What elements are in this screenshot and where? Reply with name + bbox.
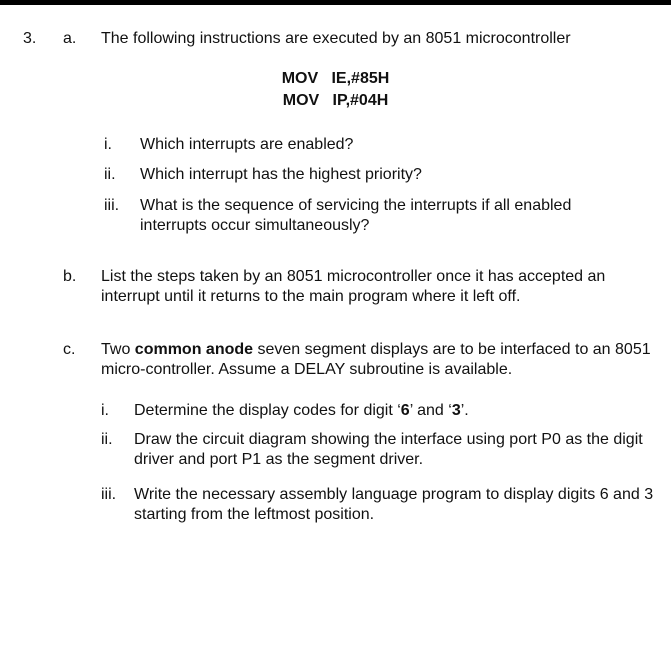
part-a-item-label: iii. xyxy=(104,197,120,214)
part-c-item-label: i. xyxy=(101,402,109,419)
part-c-item-label: ii. xyxy=(101,431,113,448)
part-c-item-label: iii. xyxy=(101,486,117,503)
part-c-item-text: Determine the display codes for digit ‘6’ and ‘3’. xyxy=(134,402,469,419)
part-a-item-text: Which interrupt has the highest priority? xyxy=(140,166,422,183)
question-number: 3. xyxy=(23,30,37,47)
code-line-2: MOV IP,#04H xyxy=(282,92,389,109)
code-line-1: MOV IE,#85H xyxy=(281,70,390,87)
part-c-item-text: Draw the circuit diagram showing the interface using port P0 as the digit driver and port P1 as the segment driver. xyxy=(134,431,643,468)
part-c-intro: Two common anode seven segment displays are to be interfaced to an 8051 micro-controller. Assume a DELAY subroutine is available. xyxy=(101,341,651,378)
part-a-intro: The following instructions are executed by an 8051 microcontroller xyxy=(101,30,571,47)
part-a-label: a. xyxy=(63,30,77,47)
part-a-item-text: What is the sequence of servicing the interrupts if all enabled interrupts occur simultaneously? xyxy=(140,197,572,234)
part-a-item-text: Which interrupts are enabled? xyxy=(140,136,354,153)
part-c-label: c. xyxy=(63,341,76,358)
part-a-item-label: i. xyxy=(104,136,112,153)
top-border xyxy=(0,0,671,5)
part-b-text: List the steps taken by an 8051 microcontroller once it has accepted an interrupt until it returns to the main program where it left off. xyxy=(101,268,606,305)
part-b-label: b. xyxy=(63,268,77,285)
part-a-item-label: ii. xyxy=(104,166,116,183)
part-c-item-text: Write the necessary assembly language program to display digits 6 and 3 starting from the leftmost position. xyxy=(134,486,654,523)
